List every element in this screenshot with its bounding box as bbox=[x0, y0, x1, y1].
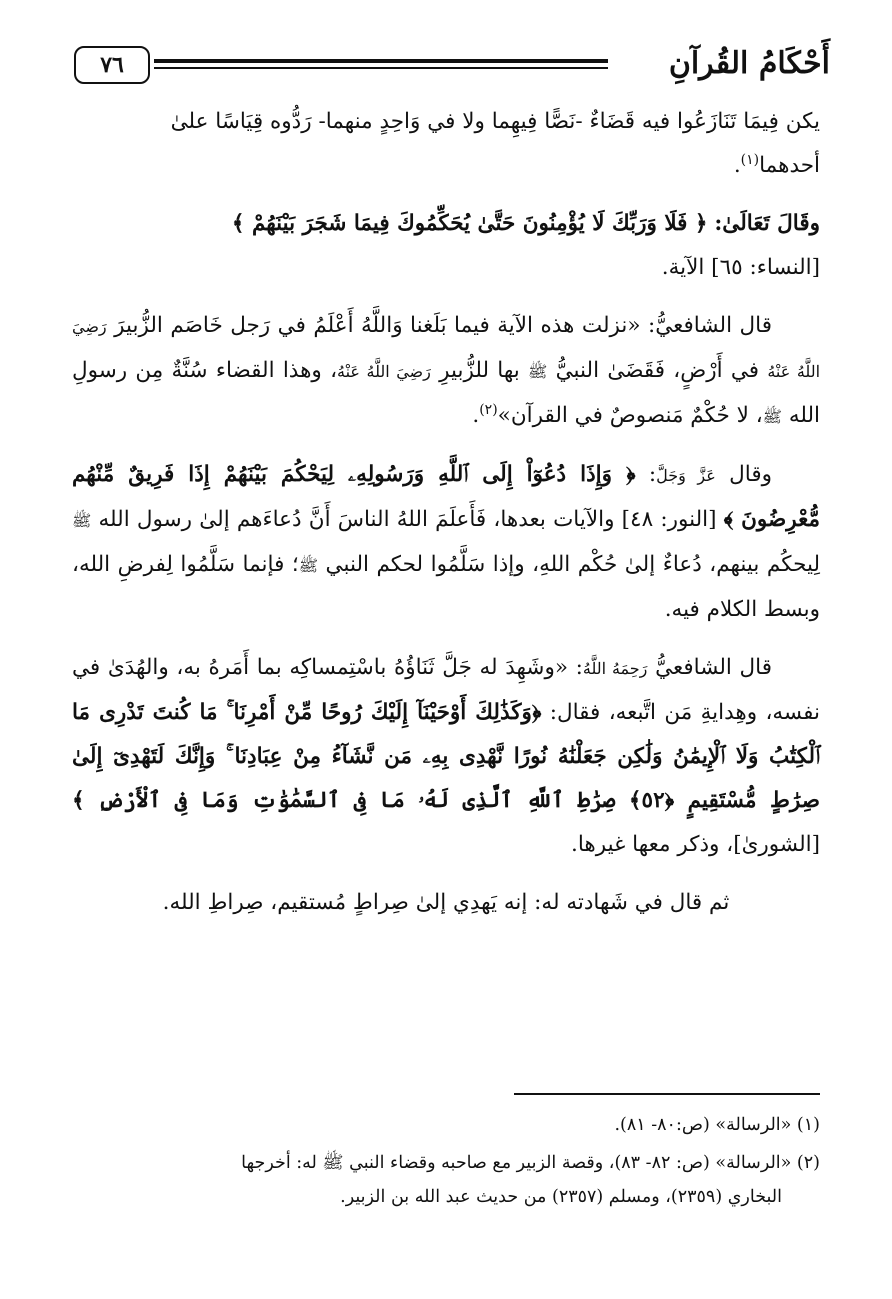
honorific-salla: ﷺ bbox=[528, 362, 548, 381]
quran-verse-nisa: ﴿ فَلَا وَرَبِّكَ لَا يُؤْمِنُونَ حَتَّىٰ يُحَكِّمُوكَ فِيمَا شَجَرَ بَيْنَهُمْ ﴾ bbox=[231, 211, 708, 236]
p4-text2: لِيحكُم بينهم، دُعاءٌ إلىٰ حُكْم اللهِ، وإذا سَلَّمُوا لحكم النبي bbox=[325, 552, 821, 577]
paragraph-6 bbox=[72, 881, 820, 925]
main-text bbox=[72, 100, 820, 939]
honorific-radiyallah: رَضِيَ اللَّهُ عَنْهُ bbox=[72, 317, 821, 381]
footnote-2 bbox=[72, 1146, 820, 1214]
footnote-ref-1[interactable]: (١) bbox=[740, 151, 760, 168]
honorific-salla-3: ﷺ bbox=[72, 511, 92, 530]
p3-text: قال الشافعيُّ: «نزلت هذه الآية فيما بَلَغنا وَاللَّهُ أَعْلَمُ في رَجل خَاصَم الزُّبيرَ bbox=[114, 313, 772, 338]
running-title: أَحْكَامُ القُرآنِ bbox=[668, 46, 830, 81]
footnote-2-line2: البخاري (٢٣٥٩)، ومسلم (٢٣٥٧) من حديث عبد الله بن الزبير. bbox=[340, 1187, 782, 1207]
honorific-azza: عَزَّ وَجَلَّ bbox=[656, 466, 716, 485]
paragraph-1: يكن فِيمَا تَنَازَعُوا فيه قَضَاءٌ -نَصًّا فِيهِما ولا في وَاحِدٍ منهما- رَدُّوه قِيَاسًا علىٰ أحدهما$^{(١)}$. bbox=[170, 109, 820, 178]
p3-text2: في أَرْضٍ، فَقَضَىٰ النبيُّ bbox=[555, 358, 760, 383]
quran-verse-nur: ﴿ وَإِذَا دُعُوٓاْ إِلَى ٱللَّهِ وَرَسُولِهِۦ لِيَحْكُمَ بَيْنَهُمْ إِذَا فَرِيقٌ مِّنْهُم مُّعْرِضُونَ ﴾ bbox=[72, 462, 820, 532]
p5-text2: : «وشَهِدَ له جَلَّ ثَنَاؤُهُ باسْتِمساكِه بما أَمَرهُ به، والهُدَىٰ في نفسه، وهِدايةِ مَن اتَّبعه، فقال: bbox=[72, 655, 820, 725]
page-header bbox=[70, 40, 830, 90]
p3-text3: بها للزُّبيرِ bbox=[439, 358, 520, 383]
p3-text5: ، لا حُكْمٌ مَنصوصٌ في القرآن» bbox=[497, 403, 763, 428]
honorific-salla-4: ﷺ bbox=[298, 556, 319, 575]
p3-text4: ، وهذا القضاء سُنَّةٌ مِن رسولِ الله bbox=[72, 358, 820, 428]
p6-text: ثم قال في شَهادته له: إنه يَهدِي إلىٰ صِراطٍ مُستقيم، صِراطِ الله. bbox=[162, 890, 730, 915]
p1-line2: أحدهما bbox=[759, 153, 820, 178]
p1-line1: يكن فِيمَا تَنَازَعُوا فيه قَضَاءٌ -نَصًّا فِيهِما ولا في وَاحِدٍ منهما- رَدُّوه قِيَاسًا علىٰ bbox=[170, 109, 820, 134]
p2-citation: [النساء: ٦٥] الآية. bbox=[661, 255, 820, 280]
p4-text: [النور: ٤٨] والآيات بعدها، فَأَعلَمَ اللهُ الناسَ أَنَّ دُعاءَهم إلىٰ رسول الله bbox=[98, 507, 717, 532]
paragraph-4: وقال عَزَّ وَجَلَّ: ﴿ وَإِذَا دُعُوٓاْ إِلَى ٱللَّهِ وَرَسُولِهِۦ لِيَحْكُمَ بَيْنَهُمْ إِذَا فَرِيقٌ مِّنْهُم مُّعْرِضُونَ ﴾ [النور: ٤٨] والآيات بعدها، فَأَعلَمَ اللهُ الناسَ أَنَّ دُعاءَهم إلىٰ رسول الله ﷺ لِيحكُم بينهم، دُعاءٌ إلىٰ حُكْم اللهِ، وإذا سَلَّمُوا لحكم النبي ﷺ؛ فإنما سَلَّمُوا لِفرضِ الله، وبسط الكلام فيه. bbox=[72, 462, 821, 622]
paragraph-2 bbox=[72, 202, 820, 290]
p5-citation: [الشورىٰ]، وذكر معها غيرها. bbox=[571, 832, 820, 857]
paragraph-5 bbox=[72, 646, 820, 867]
footnote-ref-2[interactable]: (٢) bbox=[479, 401, 498, 418]
header-rule bbox=[154, 59, 608, 69]
page-number-badge: ٧٦ bbox=[74, 46, 150, 84]
p4-lead: وقال bbox=[729, 462, 772, 487]
footnote-2-line1: (٢) «الرسالة» (ص: ٨٢- ٨٣)، وقصة الزبير مع صاحبه وقضاء النبي ﷺ له: أخرجها bbox=[241, 1153, 820, 1173]
footnote-1: (١) «الرسالة» (ص:٨٠- ٨١). bbox=[614, 1115, 820, 1135]
quran-verse-shura: ﴿وَكَذَٰلِكَ أَوْحَيْنَآ إِلَيْكَ رُوحًا مِّنْ أَمْرِنَا ۚ مَا كُنتَ تَدْرِى مَا ٱلْكِتَٰبُ وَلَا ٱلْإِيمَٰنُ وَلَٰكِن جَعَلْنَٰهُ نُورًا نَّهْدِى بِهِۦ مَن نَّشَآءُ مِنْ عِبَادِنَا ۚ وَإِنَّكَ لَتَهْدِىٓ إِلَىٰ صِرَٰطٍ مُّسْتَقِيمٍ ﴿٥٢﴾ صِرَٰطِ ٱللَّهِ ٱلَّذِى لَهُۥ مَا فِى ٱلسَّمَٰوَٰتِ وَمَا فِى ٱلْأَرْضِ ﴾ bbox=[72, 700, 820, 813]
honorific-radiyallah-2: رَضِيَ اللَّهُ عَنْهُ bbox=[337, 362, 431, 381]
honorific-rahimahu: رَحِمَهُ اللَّهُ bbox=[582, 659, 648, 678]
paragraph-3: قال الشافعيُّ: «نزلت هذه الآية فيما بَلَغنا وَاللَّهُ أَعْلَمُ في رَجل خَاصَم الزُّبيرَ رَضِيَ اللَّهُ عَنْهُ في أَرْضٍ، فَقَضَىٰ النبيُّ ﷺ بها للزُّبيرِ رَضِيَ اللَّهُ عَنْهُ، وهذا القضاء سُنَّةٌ مِن رسولِ الله ﷺ، لا حُكْمٌ مَنصوصٌ في القرآن»$^{(٢)}$. bbox=[72, 313, 821, 428]
footnote-separator bbox=[514, 1093, 820, 1095]
p5-text: قال الشافعيُّ bbox=[655, 655, 772, 680]
honorific-salla-2: ﷺ bbox=[762, 407, 782, 426]
p2-lead: وقَالَ تَعَالَىٰ: bbox=[714, 211, 820, 236]
p4-text3: ؛ فإنما سَلَّمُوا لِفرضِ الله، وبسط الكلام فيه. bbox=[72, 552, 820, 622]
footnotes bbox=[72, 1108, 820, 1218]
